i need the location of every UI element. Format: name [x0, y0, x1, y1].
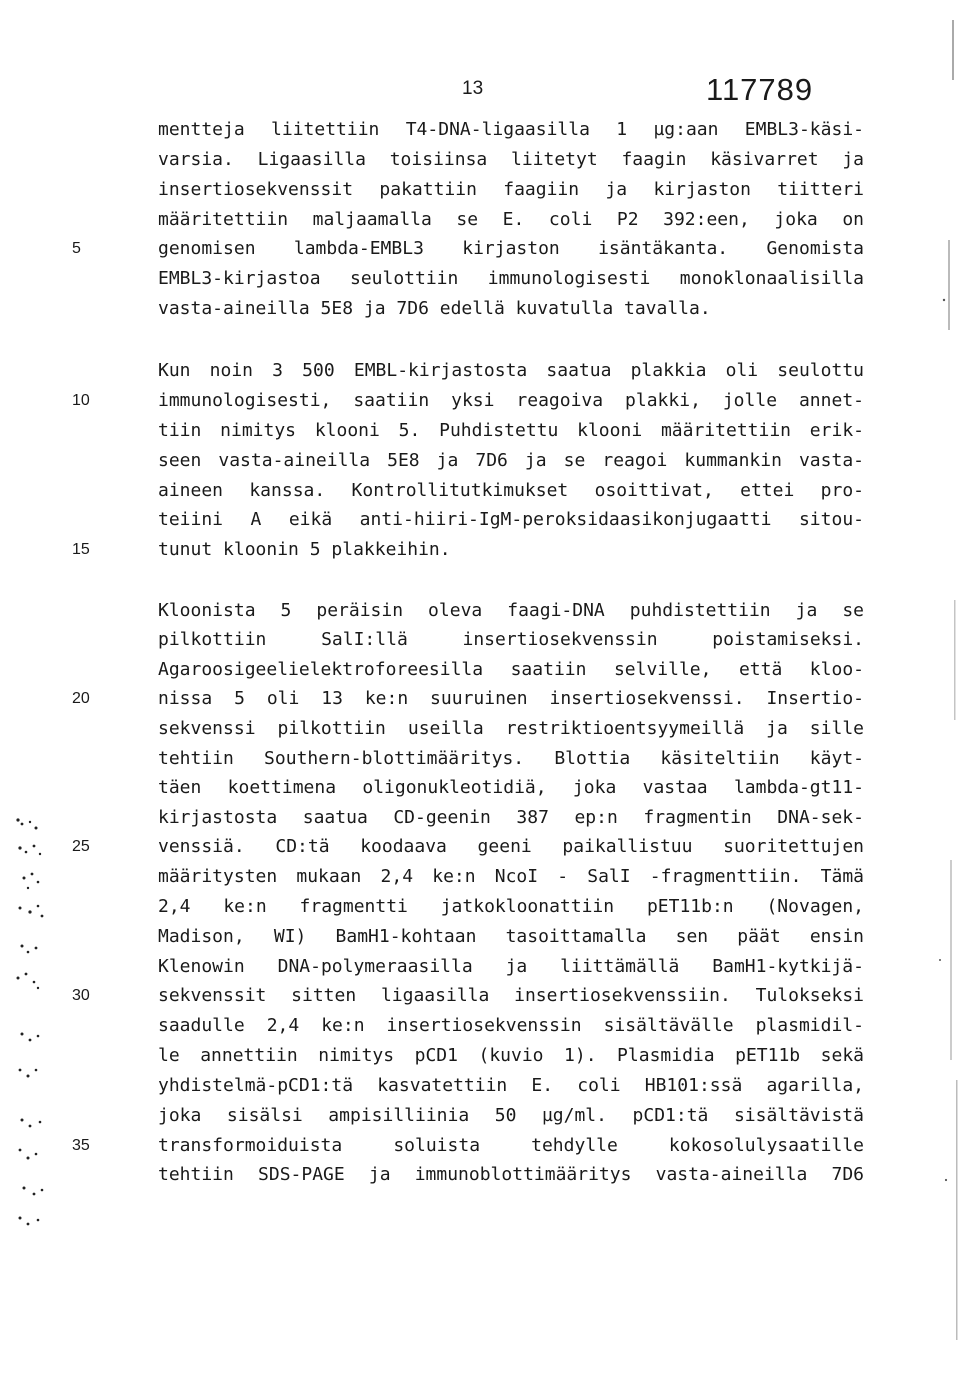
text-line: pilkottiin SalI:llä insertiosekvenssin poistamiseksi. — [158, 629, 864, 650]
text-line: varsia. Ligaasilla toisiinsa liitetyt faagin käsivarret ja — [158, 149, 864, 170]
margin-line-number: 10 — [72, 392, 90, 409]
text-line: Kloonista 5 peräisin oleva faagi-DNA puhdistettiin ja se — [158, 600, 864, 621]
text-line: täen koettimena oligonukleotidiä, joka vastaa lambda-gt11- — [158, 777, 864, 798]
margin-line-number: 35 — [72, 1137, 90, 1154]
margin-line-number: 25 — [72, 838, 90, 855]
text-line: le annettiin nimitys pCD1 (kuvio 1). Plasmidia pET11b sekä — [158, 1045, 864, 1066]
text-line: yhdistelmä-pCD1:tä kasvatettiin E. coli HB101:ssä agarilla, — [158, 1075, 864, 1096]
text-line: nissa 5 oli 13 ke:n suuruinen insertiosekvenssi. Insertio- — [158, 688, 864, 709]
text-line: tehtiin Southern-blottimääritys. Blottia käsiteltiin käyt- — [158, 748, 864, 769]
text-line: seen vasta-aineilla 5E8 ja 7D6 ja se reagoi kummankin vasta- — [158, 450, 864, 471]
text-line: sekvenssit sitten ligaasilla insertiosekvenssiin. Tulokseksi — [158, 985, 864, 1006]
text-line: teiini A eikä anti-hiiri-IgM-peroksidaasikonjugaatti sitou- — [158, 509, 864, 530]
text-line: tehtiin SDS-PAGE ja immunoblottimääritys vasta-aineilla 7D6 — [158, 1164, 864, 1185]
text-line: määritettiin maljaamalla se E. coli P2 392:een, joka on — [158, 209, 864, 230]
text-line: aineen kanssa. Kontrollitutkimukset osoittivat, ettei pro- — [158, 480, 864, 501]
margin-line-number: 5 — [72, 240, 81, 257]
page-number: 13 — [462, 78, 484, 99]
text-line: immunologisesti, saatiin yksi reagoiva plakki, jolle annet- — [158, 390, 864, 411]
text-line: 2,4 ke:n fragmentti jatkokloonattiin pET11b:n (Novagen, — [158, 896, 864, 917]
text-line: joka sisälsi ampisilliinia 50 µg/ml. pCD1:tä sisältävistä — [158, 1105, 864, 1126]
text-line: genomisen lambda-EMBL3 kirjaston isäntäkanta. Genomista — [158, 238, 864, 259]
text-line: tunut kloonin 5 plakkeihin. — [158, 539, 451, 560]
text-line: sekvenssi pilkottiin useilla restriktioentsyymeillä ja sille — [158, 718, 864, 739]
text-line: mentteja liitettiin T4-DNA-ligaasilla 1 µg:aan EMBL3-käsi- — [158, 119, 864, 140]
text-line: venssiä. CD:tä koodaava geeni paikallistuu suoritettujen — [158, 836, 864, 857]
scan-edge-noise — [930, 0, 960, 1376]
margin-line-number: 30 — [72, 987, 90, 1004]
patent-number: 117789 — [706, 72, 814, 107]
text-line: vasta-aineilla 5E8 ja 7D6 edellä kuvatulla tavalla. — [158, 298, 711, 319]
text-line: määritysten mukaan 2,4 ke:n NcoI - SalI -fragmenttiin. Tämä — [158, 866, 864, 887]
text-line: kirjastosta saatua CD-geenin 387 ep:n fragmentin DNA-sek- — [158, 807, 864, 828]
margin-line-number: 15 — [72, 541, 90, 558]
text-line: EMBL3-kirjastoa seulottiin immunologisesti monoklonaalisilla — [158, 268, 864, 289]
text-line: Klenowin DNA-polymeraasilla ja liittämällä BamH1-kytkijä- — [158, 956, 864, 977]
text-line: insertiosekvenssit pakattiin faagiin ja kirjaston tiitteri — [158, 179, 864, 200]
scan-speckle-marks — [8, 808, 68, 1238]
text-line: Madison, WI) BamH1-kohtaan tasoittamalla sen päät ensin — [158, 926, 864, 947]
text-line: transformoiduista soluista tehdylle kokosolulysaatille — [158, 1135, 864, 1156]
text-line: Agaroosigeelielektroforeesilla saatiin selville, että kloo- — [158, 659, 864, 680]
text-line: tiin nimitys klooni 5. Puhdistettu klooni määritettiin erik- — [158, 420, 864, 441]
text-line: saadulle 2,4 ke:n insertiosekvenssin sisältävälle plasmidil- — [158, 1015, 864, 1036]
margin-line-number: 20 — [72, 690, 90, 707]
text-line: Kun noin 3 500 EMBL-kirjastosta saatua plakkia oli seulottu — [158, 360, 864, 381]
